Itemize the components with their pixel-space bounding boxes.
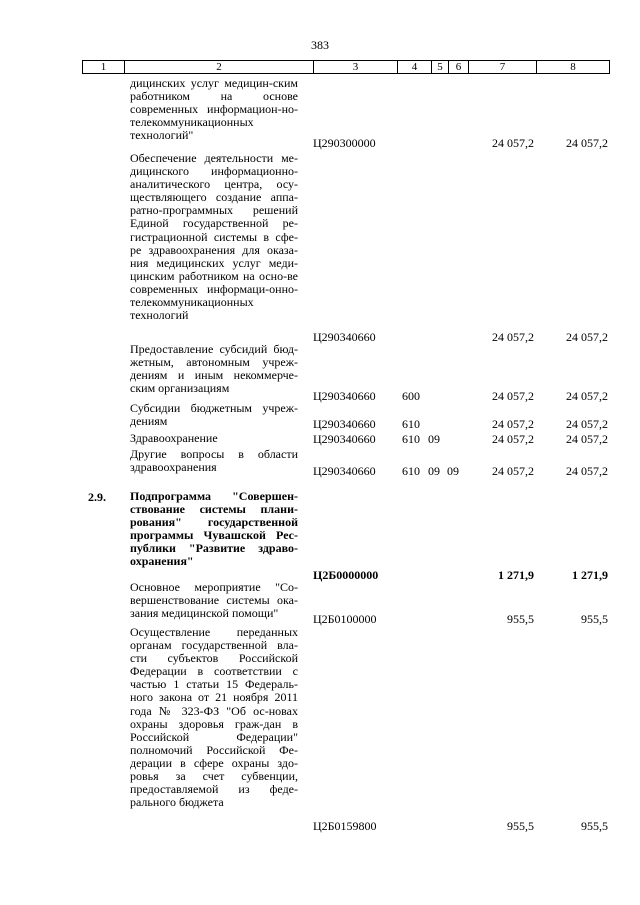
row-subsection: 09 <box>447 464 459 478</box>
row-number: 2.9. <box>88 490 106 504</box>
row-code: Ц290340660 <box>313 389 376 403</box>
row-section: 09 <box>428 432 440 446</box>
row-name: Другие вопросы в области здравоохранения <box>130 447 298 475</box>
header-cell: 8 <box>536 61 609 73</box>
row-sum-2024: 955,5 <box>507 612 534 626</box>
row-sum-2024: 1 271,9 <box>498 568 534 582</box>
row-code: Ц290300000 <box>313 136 376 150</box>
row-name: Предоставление субсидий бюд-жетным, автономным учреж-дениям и иным некоммерче-ским организациям <box>130 342 298 396</box>
row-name: Подпрограмма "Совершен-ствование системы плани-рования" государственной программы Чувашской Рес-публики "Развитие здраво-охранения" <box>130 489 298 569</box>
row-sum-2025: 24 057,2 <box>566 432 608 446</box>
header-cell: 3 <box>313 61 397 73</box>
row-sum-2025: 24 057,2 <box>566 417 608 431</box>
row-sum-2025: 24 057,2 <box>566 136 608 150</box>
row-sum-2024: 24 057,2 <box>492 389 534 403</box>
row-code: Ц290340660 <box>313 417 376 431</box>
row-sum-2024: 24 057,2 <box>492 417 534 431</box>
row-code: Ц2Б0100000 <box>313 612 377 626</box>
row-sum-2025: 955,5 <box>581 819 608 833</box>
row-name: Субсидии бюджетным учреж-дениям <box>130 401 298 429</box>
header-cell: 5 <box>431 61 448 73</box>
row-code: Ц2Б0159800 <box>313 819 377 833</box>
row-sum-2024: 24 057,2 <box>492 330 534 344</box>
row-sum-2024: 24 057,2 <box>492 136 534 150</box>
row-sum-2025: 24 057,2 <box>566 389 608 403</box>
header-cell: 1 <box>100 61 107 73</box>
row-sum-2025: 24 057,2 <box>566 464 608 478</box>
row-name: дицинских услуг медицин-ским работником на основе современных информацион-но-телекоммуникационных технологий" <box>130 76 298 143</box>
header-cell: 2 <box>124 61 313 73</box>
row-expense-type: 610 <box>402 464 420 478</box>
row-expense-type: 610 <box>402 432 420 446</box>
row-sum-2024: 24 057,2 <box>492 464 534 478</box>
header-cell: 7 <box>468 61 536 73</box>
header-cell: 4 <box>397 61 431 73</box>
table-header <box>82 60 610 74</box>
row-sum-2024: 955,5 <box>507 819 534 833</box>
row-sum-2024: 24 057,2 <box>492 432 534 446</box>
row-name: Осуществление переданных органам государственной вла-сти субъектов Российской Федерации в соответствии с частью 1 статьи 15 Федераль-ного закона от 21 ноября 2011 года № 323-ФЗ "Об ос-новах охраны здоровья граж-дан в Российской Федерации" полномочий Российской Фе-дерации в сфере охраны здо-ровья за счет субвенции, предоставляемой из феде-рального бюджета <box>130 625 298 810</box>
row-code: Ц2Б0000000 <box>313 568 379 582</box>
row-name: Основное мероприятие "Со-вершенствование системы ока-зания медицинской помощи" <box>130 580 298 621</box>
row-name: Обеспечение деятельности ме-дицинского информационно-аналитического центра, осу-ществляющего создание аппа-ратно-программных решений Единой государственной ре-гистрационной системы в сфе-ре здравоохранения для оказа-ния медицинских услуг меди-цинским работником на осно-ве современных информаци-онно-телекоммуникационных технологий <box>130 151 298 323</box>
row-name: Здравоохранение <box>130 431 218 445</box>
row-sum-2025: 24 057,2 <box>566 330 608 344</box>
header-cell: 6 <box>448 61 468 73</box>
row-code: Ц290340660 <box>313 464 376 478</box>
row-sum-2025: 1 271,9 <box>572 568 608 582</box>
page-number: 383 <box>311 38 329 52</box>
row-code: Ц290340660 <box>313 432 376 446</box>
row-expense-type: 600 <box>402 389 420 403</box>
row-expense-type: 610 <box>402 417 420 431</box>
row-section: 09 <box>428 464 440 478</box>
row-sum-2025: 955,5 <box>581 612 608 626</box>
row-code: Ц290340660 <box>313 330 376 344</box>
